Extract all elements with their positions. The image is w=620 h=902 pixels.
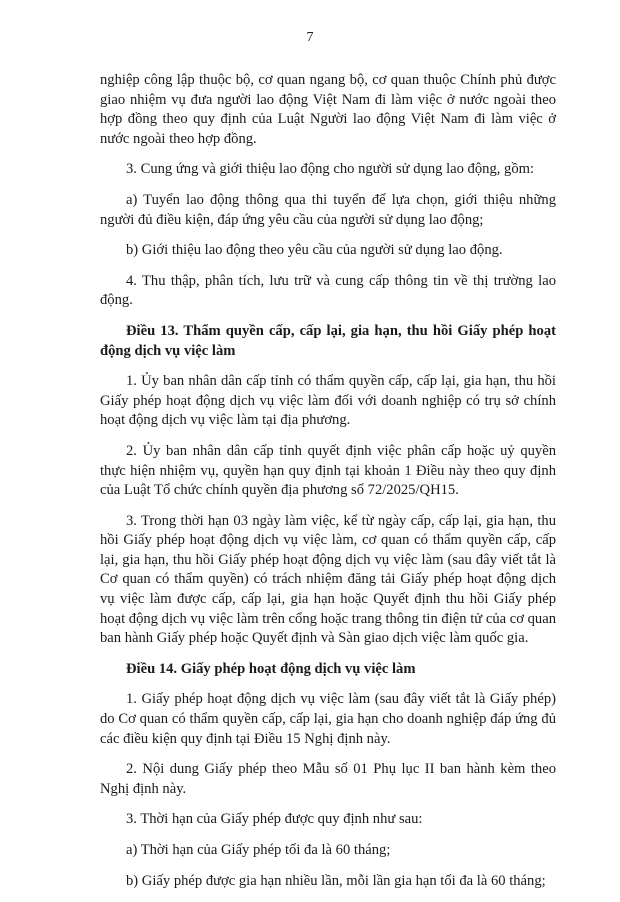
article-14-clause-2: 2. Nội dung Giấy phép theo Mẫu số 01 Phụ lục II ban hành kèm theo Nghị định này. <box>100 761 556 797</box>
article-14-clause-1: 1. Giấy phép hoạt động dịch vụ việc làm (sau đây viết tắt là Giấy phép) do Cơ quan có thẩm quyền cấp, cấp lại, gia hạn cho doanh nghiệp đáp ứng đủ các điều kiện quy định tại Điều 15 Nghị định này. <box>100 691 556 747</box>
article-13-heading: Điều 13. Thẩm quyền cấp, cấp lại, gia hạn, thu hồi Giấy phép hoạt động dịch vụ việc làm <box>100 322 556 359</box>
paragraph-item-3b: b) Giới thiệu lao động theo yêu cầu của người sử dụng lao động. <box>126 242 503 259</box>
article-14-clause-3a: a) Thời hạn của Giấy phép tối đa là 60 tháng; <box>126 842 391 858</box>
paragraph-item-4: 4. Thu thập, phân tích, lưu trữ và cung cấp thông tin về thị trường lao động. <box>100 272 556 309</box>
article-13-clause-2: 2. Ủy ban nhân dân cấp tỉnh quyết định việc phân cấp hoặc uỷ quyền thực hiện nhiệm vụ, quyền hạn quy định tại khoản 1 Điều này theo quy định của Luật Tổ chức chính quyền địa phương số 72/2025/QH15. <box>100 442 556 499</box>
paragraph-continuation: nghiệp công lập thuộc bộ, cơ quan ngang bộ, cơ quan thuộc Chính phủ được giao nhiệm vụ đưa người lao động Việt Nam đi làm việc ở nước ngoài theo hợp đồng theo quy định của Luật Người lao động Việt Nam đi làm việc ở nước ngoài theo hợp đồng. <box>100 72 556 147</box>
article-14-clause-3: 3. Thời hạn của Giấy phép được quy định như sau: <box>126 811 423 828</box>
paragraph-item-3a: a) Tuyển lao động thông qua thi tuyển để lựa chọn, giới thiệu những người đủ điều kiện, đáp ứng yêu cầu của người sử dụng lao động; <box>100 191 556 228</box>
article-13-clause-3: 3. Trong thời hạn 03 ngày làm việc, kể từ ngày cấp, cấp lại, gia hạn, thu hồi Giấy phép hoạt động dịch vụ việc làm, cơ quan có thẩm quyền cấp, cấp lại, gia hạn, thu hồi Giấy phép hoạt động dịch vụ việc làm (sau đây viết tắt là Cơ quan có thẩm quyền) có trách nhiệm đăng tải Giấy phép hoạt động dịch vụ việc làm được cấp, cấp lại, gia hạn hoặc Quyết định thu hồi Giấy phép hoạt động dịch vụ việc làm trên cổng hoặc trang thông tin điện tử của cơ quan ban hành Giấy phép hoặc Quyết định và Sàn giao dịch việc làm quốc gia. <box>100 512 556 647</box>
article-13-clause-1: 1. Ủy ban nhân dân cấp tỉnh có thẩm quyền cấp, cấp lại, gia hạn, thu hồi Giấy phép hoạt động dịch vụ việc làm đối với doanh nghiệp có trụ sở chính hoạt động dịch vụ việc làm tại địa phương. <box>100 373 556 429</box>
page-number: 7 <box>306 30 314 45</box>
article-14-clause-3b: b) Giấy phép được gia hạn nhiều lần, mỗi lần gia hạn tối đa là 60 tháng; <box>126 872 546 889</box>
article-14-heading: Điều 14. Giấy phép hoạt động dịch vụ việc làm <box>126 660 416 677</box>
document-body <box>100 71 556 902</box>
paragraph-item-3: 3. Cung ứng và giới thiệu lao động cho người sử dụng lao động, gồm: <box>126 161 535 178</box>
